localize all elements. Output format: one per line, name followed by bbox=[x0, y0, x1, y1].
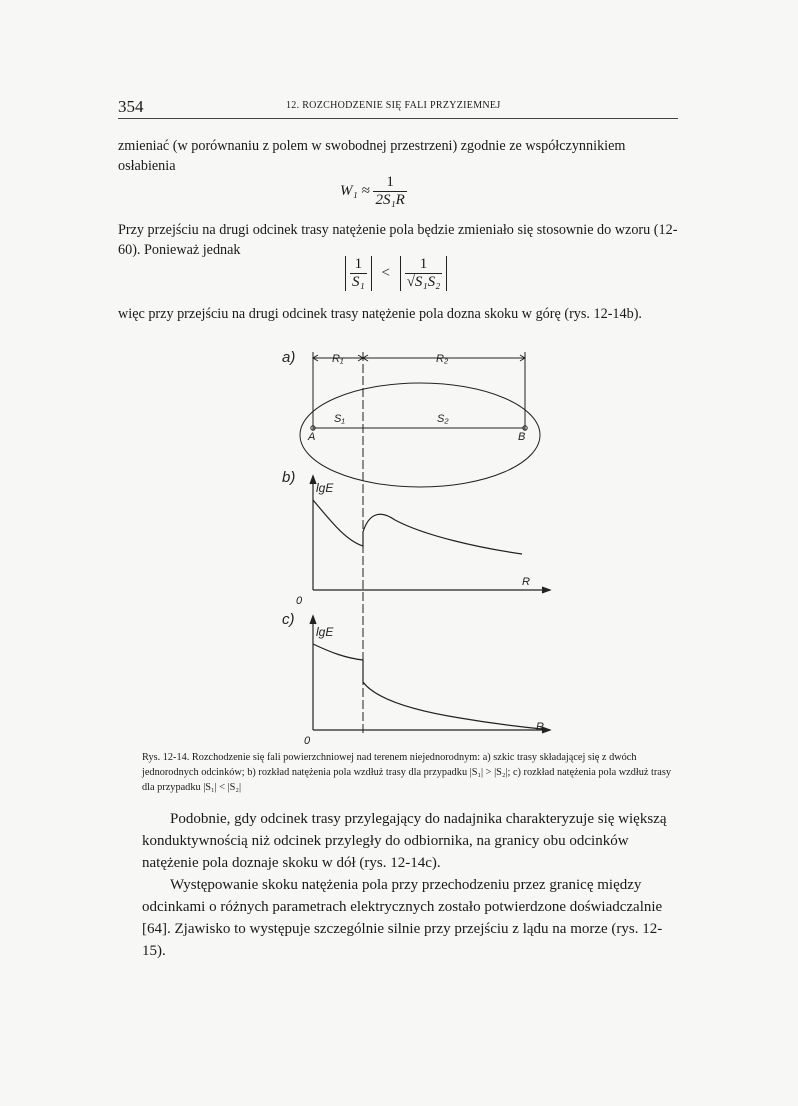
b-origin: 0 bbox=[296, 595, 303, 607]
inequality-operator: < bbox=[381, 264, 390, 281]
page-number: 354 bbox=[118, 97, 144, 116]
left-denominator: S₁ bbox=[352, 274, 365, 290]
label-s2: S₂ bbox=[437, 413, 449, 425]
abs-right bbox=[400, 256, 448, 291]
right-fraction bbox=[405, 256, 443, 291]
left-numerator: 1 bbox=[350, 256, 367, 274]
paragraph-3: więc przy przejściu na drugi odcinek trasy natężenie pola dozna skoku w górę (rys. 12-14b). bbox=[118, 306, 642, 322]
right-numerator: 1 bbox=[405, 256, 443, 274]
running-head: 12. ROZCHODZENIE SIĘ FALI PRZYZIEMNEJ bbox=[286, 100, 501, 111]
header-rule bbox=[118, 118, 678, 119]
b-x-arrow bbox=[542, 587, 550, 593]
paragraph-1: zmieniać (w porównaniu z polem w swobodnej przestrzeni) zgodnie ze współczynnikiem osłabienia bbox=[118, 138, 626, 174]
formula-numerator: 1 bbox=[373, 174, 406, 192]
c-origin: 0 bbox=[304, 735, 311, 747]
c-axis-label: lgE bbox=[316, 625, 334, 639]
abs-left bbox=[345, 256, 372, 291]
left-fraction bbox=[350, 256, 367, 291]
formula-fraction bbox=[373, 174, 406, 209]
formula-attenuation bbox=[340, 174, 407, 209]
label-b: B bbox=[518, 431, 526, 443]
panel-b-label: b) bbox=[282, 469, 296, 486]
c-field-curve bbox=[313, 644, 542, 729]
panel-c-label: c) bbox=[282, 611, 295, 628]
label-s1: S₁ bbox=[334, 413, 345, 425]
paragraph-2: Przy przejściu na drugi odcinek trasy natężenie pola będzie zmieniało się stosownie do wzoru (12-60). Ponieważ jednak bbox=[118, 222, 678, 258]
c-r-label: R bbox=[536, 721, 544, 733]
route-ellipse bbox=[300, 383, 540, 487]
label-a: A bbox=[308, 431, 316, 443]
formula-denominator: 2S₁R bbox=[375, 192, 405, 208]
c-y-arrow bbox=[310, 616, 316, 624]
formula-lhs: W₁ ≈ bbox=[340, 182, 370, 199]
figure-12-14 bbox=[260, 340, 560, 750]
paragraph-5: Występowanie skoku natężenia pola przy przechodzeniu przez granicę między odcinkami o różnych parametrach elektrycznych zostało potwierdzone doświadczalnie [64]. Zjawisko to występuje szczególnie silnie przy przejściu z lądu na morze (rys. 12-15). bbox=[142, 877, 663, 959]
figure-caption: Rys. 12-14. Rozchodzenie się fali powierzchniowej nad terenem niejednorodnym: a) szkic trasy składającej się z dwóch jednorodnych odcinków; b) rozkład natężenia pola wzdłuż trasy dla przypadku |S₁| > |S₂|; c) rozkład natężenia pola wzdłuż trasy dla przypadku |S₁| < |S₂| bbox=[142, 752, 672, 793]
b-field-curve bbox=[313, 500, 522, 554]
label-r2: R₂ bbox=[436, 353, 449, 365]
right-denominator: √S₁S₂ bbox=[406, 274, 441, 290]
b-r-label: R bbox=[522, 576, 530, 588]
formula-inequality bbox=[345, 256, 447, 291]
panel-a-label: a) bbox=[282, 349, 296, 366]
b-axis-label: lgE bbox=[316, 481, 334, 495]
label-r1: R₁ bbox=[332, 353, 344, 365]
paragraph-4: Podobnie, gdy odcinek trasy przylegający do nadajnika charakteryzuje się większą konduktywnością niż odcinek przyległy do odbiornika, na granicy obu odcinków natężenie pola doznaje skoku w dół (rys. 12-14c). bbox=[142, 811, 667, 871]
